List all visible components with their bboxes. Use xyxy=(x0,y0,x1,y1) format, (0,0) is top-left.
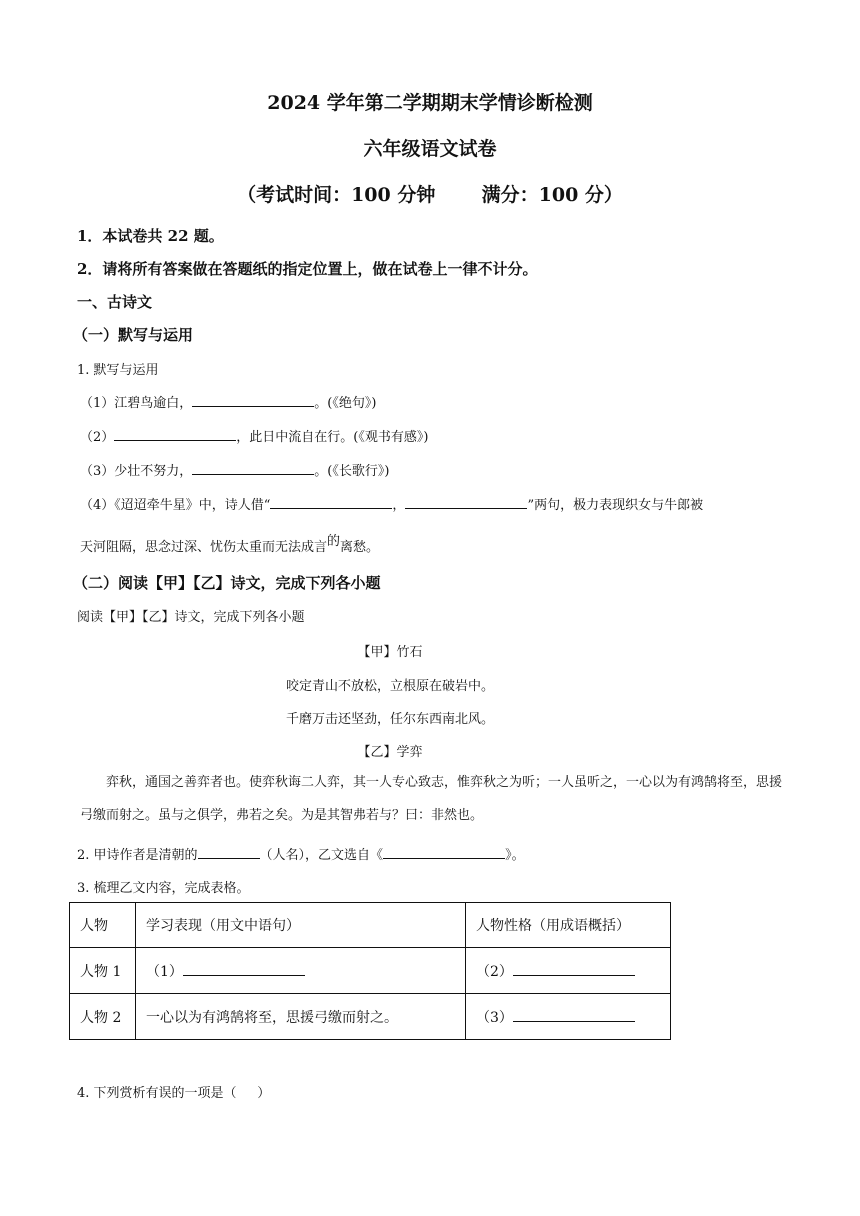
exam-info: （考试时间：100 分钟 满分：100 分） xyxy=(237,184,623,206)
table-cell: 一心以为有鸿鹄将至，思援弓缴而射之。 xyxy=(136,994,466,1040)
poem-jia-title: 【甲】竹石 xyxy=(357,645,423,660)
cell-label: （2） xyxy=(476,963,513,980)
answer-blank[interactable] xyxy=(114,426,236,441)
q2-text-c: 》。 xyxy=(505,848,525,863)
answer-blank[interactable] xyxy=(192,392,314,407)
q1-item-4-text: （4）《迢迢牵牛星》中，诗人借“ xyxy=(80,498,271,513)
q1-item-4-line2-text: 天河阻隔，思念过深、忧伤太重而无法成言 xyxy=(80,540,328,555)
q1-item-4-line2 xyxy=(80,536,379,555)
note-2: 2．请将所有答案做在答题纸的指定位置上，做在试卷上一律不计分。 xyxy=(77,260,538,278)
q2-text-b: （人名），乙文选自《 xyxy=(259,848,384,863)
poem-jia-line-2: 千磨万击还坚劲，任尔东西南北风。 xyxy=(285,712,494,727)
table-header-cell: 人物性格（用成语概括） xyxy=(466,903,671,948)
part2-intro: 阅读【甲】【乙】诗文，完成下列各小题 xyxy=(77,610,305,625)
q2-text-a: 2. 甲诗作者是清朝的 xyxy=(77,848,198,863)
q1-item-1-text: （1）江碧鸟逾白， xyxy=(80,396,193,411)
q4-label: 4. 下列赏析有误的一项是（ ） xyxy=(77,1086,271,1101)
q1-item-4-cont: ”两句，极力表现织女与牛郎被 xyxy=(527,498,704,513)
table-cell xyxy=(466,994,671,1040)
answer-blank[interactable] xyxy=(270,494,392,509)
q1-item-4 xyxy=(80,494,703,513)
q1-item-4-comma: ， xyxy=(392,498,406,513)
q1-item-1 xyxy=(80,392,376,411)
note-1: 1．本试卷共 22 题。 xyxy=(77,227,224,245)
exam-subtitle: 六年级语文试卷 xyxy=(363,138,497,160)
answer-blank[interactable] xyxy=(192,460,314,475)
q1-item-3 xyxy=(80,460,389,479)
cell-label: （1） xyxy=(146,963,183,980)
answer-blank[interactable] xyxy=(383,844,505,859)
answer-blank[interactable] xyxy=(198,844,260,859)
q1-item-3-source: 。(《长歌行》) xyxy=(314,464,390,479)
q1-item-4-end: 离愁。 xyxy=(340,540,380,555)
q1-item-1-source: 。(《绝句》) xyxy=(314,396,377,411)
exam-title: 2024 学年第二学期期末学情诊断检测 xyxy=(267,92,593,114)
table-cell: 人物 1 xyxy=(70,948,136,994)
answer-blank[interactable] xyxy=(405,494,527,509)
answer-blank[interactable] xyxy=(183,961,305,976)
poem-jia-line-1: 咬定青山不放松，立根原在破岩中。 xyxy=(285,679,494,694)
answer-blank[interactable] xyxy=(513,961,635,976)
q1-item-2-number: （2） xyxy=(80,430,115,445)
q1-item-2-text: ，此日中流自在行。(《观书有感》) xyxy=(236,430,429,445)
table-header-cell: 学习表现（用文中语句） xyxy=(136,903,466,948)
q1-label: 1. 默写与运用 xyxy=(77,363,159,378)
cell-label: （3） xyxy=(476,1009,513,1026)
table-cell: 人物 2 xyxy=(70,994,136,1040)
q1-item-3-text: （3）少壮不努力， xyxy=(80,464,193,479)
q3-label: 3. 梳理乙文内容，完成表格。 xyxy=(77,881,250,896)
answer-blank[interactable] xyxy=(513,1007,635,1022)
table-row xyxy=(70,948,671,994)
table-row xyxy=(70,994,671,1040)
table-header-row xyxy=(70,903,671,948)
part1-heading: （一）默写与运用 xyxy=(73,326,194,344)
q2 xyxy=(77,844,525,863)
text-yi-paragraph: 弈秋，通国之善弈者也。使弈秋诲二人弈，其一人专心致志，惟弈秋之为听；一人虽听之，一心以为有鸿鹄将至，思援弓缴而射之。虽与之俱学，弗若之矣。为是其智弗若与？曰：非然也。 xyxy=(80,775,783,823)
section-heading: 一、古诗文 xyxy=(77,293,153,311)
q1-item-4-de: 的 xyxy=(327,534,341,549)
table-header-cell: 人物 xyxy=(70,903,136,948)
table-cell xyxy=(136,948,466,994)
part2-heading: （二）阅读【甲】【乙】诗文，完成下列各小题 xyxy=(73,574,381,592)
character-table xyxy=(69,902,671,1040)
q1-item-2 xyxy=(80,426,428,445)
table-cell xyxy=(466,948,671,994)
text-yi-title: 【乙】学弈 xyxy=(357,745,423,760)
